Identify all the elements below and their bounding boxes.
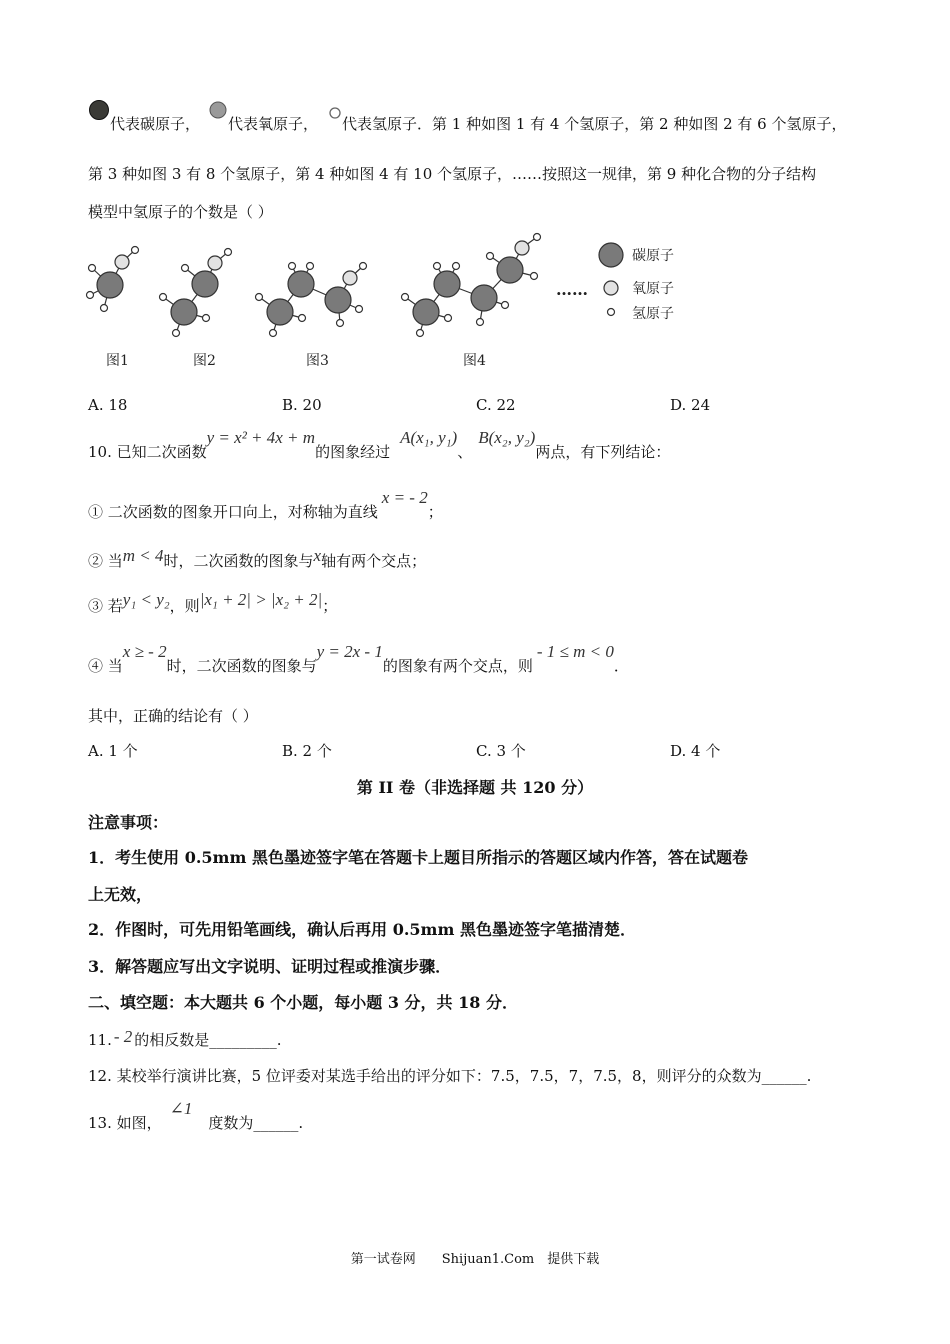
q10-s3-math2: |x₁ + 2| > |x₂ + 2| <box>199 590 323 609</box>
legend-carbon: 碳原子 <box>632 248 674 264</box>
q11-number: 11. <box>88 1031 112 1049</box>
figure-ellipsis: …… <box>556 280 588 299</box>
q10-s4-text-c: 的图象有两个交点，则 <box>382 657 533 675</box>
q9-intro-hydrogen: 代表氢原子．第 1 种如图 1 有 4 个氢原子，第 2 种如图 2 有 6 个氢原子， <box>342 115 847 133</box>
q10-s3-text-c: ； <box>322 597 338 615</box>
q10-statement-2 <box>88 546 427 571</box>
q10-stem <box>88 428 671 462</box>
q10-option-d: D. 4 个 <box>670 742 721 760</box>
q10-s4-text-d: ． <box>613 657 629 675</box>
q10-s3-math1: y₁ < y₂ <box>122 590 170 609</box>
figure-label-1: 图1 <box>106 353 129 369</box>
section-heading: 二、填空题：本大题共 6 个小题，每小题 3 分，共 18 分． <box>88 993 518 1012</box>
notice-item-3: 3．解答题应写出文字说明、证明过程或推演步骤． <box>88 957 452 976</box>
q13-text-b: 度数为______. <box>208 1114 304 1132</box>
q12: 12. 某校举行演讲比赛，5 位评委对某选手给出的评分如下：7.5，7.5，7，7.5，8，则评分的众数为______. <box>88 1067 812 1085</box>
notice-heading: 注意事项： <box>88 813 169 832</box>
q10-point-b: B(x₂, y₂) <box>478 428 536 447</box>
figure-label-2: 图2 <box>193 353 216 369</box>
figure-label-3: 图3 <box>306 353 329 369</box>
q11-math: - 2 <box>113 1027 133 1046</box>
q10-s2-text-c: 轴有两个交点； <box>321 552 427 570</box>
oxygen-atom-icon <box>208 100 228 122</box>
legend-hydrogen: 氢原子 <box>632 306 674 322</box>
q10-s4-text-b: 时，二次函数的图象与 <box>166 657 317 675</box>
q10-s1-math: x = - 2 <box>381 488 428 507</box>
q10-s1-end: ； <box>427 503 443 521</box>
legend-oxygen: 氧原子 <box>632 281 674 297</box>
q11-text: 的相反数是_________. <box>134 1031 282 1049</box>
footer: 第一试卷网 Shijuan1.Com 提供下载 <box>350 1252 600 1267</box>
q9-option-b: B. 20 <box>282 396 322 414</box>
q10-question: 其中，正确的结论有（ ） <box>88 707 258 725</box>
notice-item-2: 2．作图时，可先用铅笔画线，确认后再用 0.5mm 黑色墨迹签字笔描清楚． <box>88 920 636 939</box>
q10-s2-math: m < 4 <box>122 546 164 565</box>
carbon-atom-icon <box>88 98 110 122</box>
q10-s2-text-a: ② 当 <box>88 552 123 570</box>
notice-item-1: 1．考生使用 0.5mm 黑色墨迹签字笔在答题卡上题目所指示的答题区域内作答，答在试题卷 <box>88 848 748 867</box>
hydrogen-atom-icon <box>328 106 342 120</box>
q10-function: y = x² + 4x + m <box>206 428 316 447</box>
figure-label-4: 图4 <box>463 353 486 369</box>
q13-angle: ∠1 <box>169 1099 193 1118</box>
q13-text-a: 13. 如图， <box>88 1114 162 1132</box>
q9-option-c: C. 22 <box>476 396 516 414</box>
q9-option-a: A. 18 <box>88 396 128 414</box>
q10-stem-c: 两点，有下列结论： <box>535 443 671 461</box>
q10-s1-text: ① 二次函数的图象开口向上，对称轴为直线 <box>88 503 378 521</box>
molecule-figures <box>80 230 800 370</box>
part2-title: 第 II 卷（非选择题 共 120 分） <box>356 778 594 797</box>
q9-intro-oxygen: 代表氧原子， <box>228 115 319 133</box>
q10-option-c: C. 3 个 <box>476 742 526 760</box>
q10-s3-text-b: ，则 <box>169 597 200 615</box>
q10-stem-a: 10. 已知二次函数 <box>88 443 207 461</box>
q10-s2-x: x <box>313 546 322 565</box>
q9-option-d: D. 24 <box>670 396 711 414</box>
q10-s2-text-b: 时，二次函数的图象与 <box>163 552 314 570</box>
q10-point-a: A(x₁, y₁) <box>400 428 458 447</box>
q13 <box>88 1099 304 1133</box>
q10-statement-4 <box>88 642 629 676</box>
q10-stem-b: 的图象经过 <box>315 443 391 461</box>
q11 <box>88 1027 282 1050</box>
q10-s4-math1: x ≥ - 2 <box>122 642 167 661</box>
q10-statement-3 <box>88 590 338 616</box>
q10-s3-text-a: ③ 若 <box>88 597 123 615</box>
q10-option-b: B. 2 个 <box>282 742 332 760</box>
notice-item-1-cont: 上无效， <box>88 885 153 904</box>
q10-s4-text-a: ④ 当 <box>88 657 123 675</box>
q10-s4-math2: y = 2x - 1 <box>316 642 383 661</box>
q10-option-a: A. 1 个 <box>88 742 138 760</box>
q10-s4-math3: - 1 ≤ m < 0 <box>536 642 614 661</box>
q10-statement-1 <box>88 488 443 522</box>
q9-intro-carbon: 代表碳原子， <box>110 115 201 133</box>
q9-line2: 第 3 种如图 3 有 8 个氢原子，第 4 种如图 4 有 10 个氢原子，……按照这一规律，第 9 种化合物的分子结构 <box>88 165 817 183</box>
q10-sep: 、 <box>457 443 473 461</box>
q9-line3: 模型中氢原子的个数是（ ） <box>88 203 273 221</box>
